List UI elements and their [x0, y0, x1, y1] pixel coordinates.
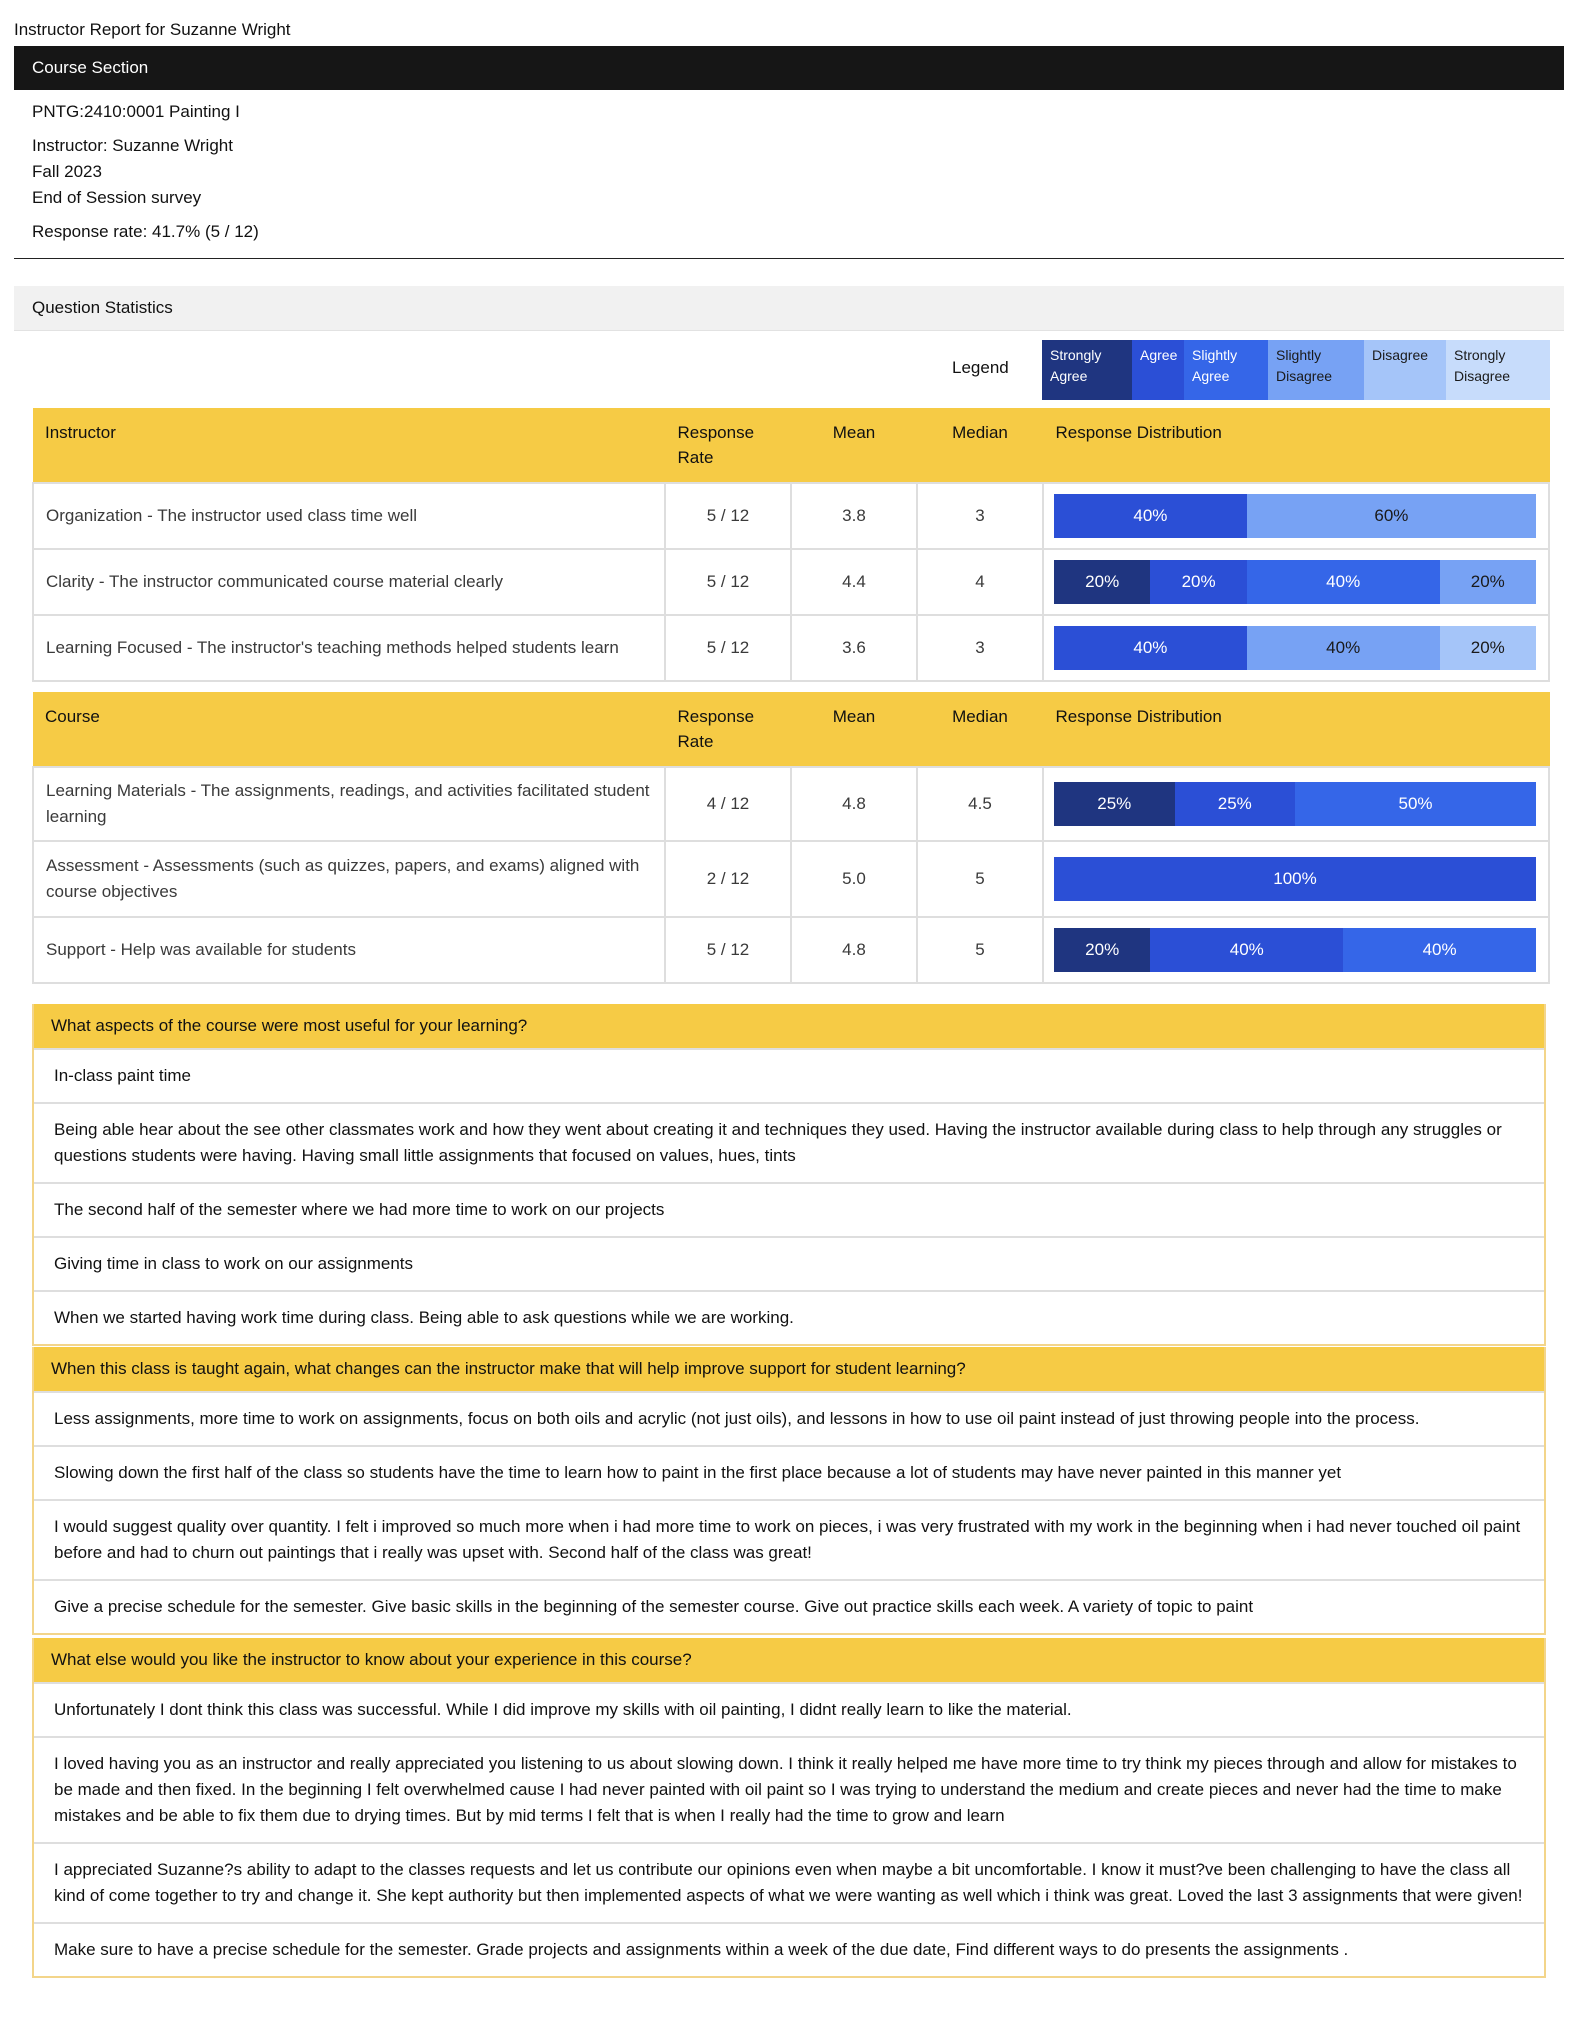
distribution-segment: 25%	[1175, 782, 1296, 826]
question-separator: -	[138, 856, 153, 875]
median-cell: 4	[917, 549, 1043, 615]
mean-header: Mean	[791, 692, 917, 767]
median-cell: 4.5	[917, 767, 1043, 841]
median-cell: 5	[917, 917, 1043, 983]
distribution-segment: 40%	[1247, 626, 1440, 670]
question-text: The instructor's teaching methods helped students learn	[196, 638, 619, 657]
legend	[1042, 340, 1550, 400]
distribution-segment: 20%	[1054, 928, 1150, 972]
distribution-bar	[1054, 928, 1536, 972]
term: Fall 2023	[32, 162, 102, 181]
median-cell: 3	[917, 483, 1043, 549]
distribution-cell	[1043, 615, 1549, 681]
question-text: Assessments (such as quizzes, papers, and exams) aligned with course objectives	[46, 856, 640, 901]
question-statistics-heading: Question Statistics	[32, 298, 173, 317]
response-rate-cell: 5 / 12	[665, 483, 791, 549]
course-stats-table	[32, 692, 1550, 984]
table-row	[33, 615, 1549, 681]
comment-response: I loved having you as an instructor and really appreciated you listening to us about slowing down. I think it really helped me have more time to try think my pieces through and allow for mistakes to be made and then fixed. In the beginning I felt overwhelmed cause I had never painted with oil paint so I was trying to understand the medium and create pieces and never had the time to make mistakes and be able to fix them due to drying times. But by mid terms I felt that is when I really had the time to grow and learn	[34, 1736, 1544, 1842]
distribution-header: Response Distribution	[1043, 692, 1549, 767]
distribution-cell	[1043, 549, 1549, 615]
question-separator: -	[185, 781, 201, 800]
mean-cell: 5.0	[791, 841, 917, 917]
table-row	[33, 767, 1549, 841]
response-rate-cell: 4 / 12	[665, 767, 791, 841]
group-name: Course	[33, 692, 665, 767]
median-header: Median	[917, 692, 1043, 767]
question-cell	[33, 841, 665, 917]
question-cell	[33, 615, 665, 681]
question-separator: -	[142, 506, 158, 525]
question-statistics-header	[14, 286, 1564, 331]
distribution-segment: 40%	[1150, 928, 1343, 972]
question-text: The instructor used class time well	[157, 506, 418, 525]
median-cell: 3	[917, 615, 1043, 681]
question-separator: -	[182, 638, 197, 657]
table-row	[33, 841, 1549, 917]
distribution-cell	[1043, 841, 1549, 917]
question-separator: -	[105, 940, 121, 959]
question-cell	[33, 767, 665, 841]
response-rate-cell: 5 / 12	[665, 917, 791, 983]
comment-response: When we started having work time during class. Being able to ask questions while we are working.	[34, 1290, 1544, 1344]
mean-cell: 3.6	[791, 615, 917, 681]
course-section-heading: Course Section	[32, 58, 149, 77]
instructor-stats-table	[32, 408, 1550, 682]
legend-item: Agree	[1132, 340, 1184, 400]
comment-section-experience	[32, 1638, 1546, 1978]
question-cell	[33, 549, 665, 615]
comment-response: Giving time in class to work on our assignments	[34, 1236, 1544, 1290]
response-rate-cell: 5 / 12	[665, 615, 791, 681]
course-section-header	[14, 46, 1564, 90]
comment-section-improve	[32, 1347, 1546, 1635]
legend-item: Strongly Disagree	[1446, 340, 1550, 400]
distribution-segment: 40%	[1054, 494, 1247, 538]
distribution-header: Response Distribution	[1043, 408, 1549, 483]
comment-question: What aspects of the course were most useful for your learning?	[34, 1004, 1544, 1048]
response-rate-header: Response Rate	[665, 692, 791, 767]
distribution-cell	[1043, 917, 1549, 983]
question-title: Clarity	[46, 572, 95, 591]
comment-response: In-class paint time	[34, 1048, 1544, 1102]
distribution-segment: 50%	[1295, 782, 1536, 826]
distribution-bar	[1054, 857, 1536, 901]
comment-response: Less assignments, more time to work on assignments, focus on both oils and acrylic (not just oils), and lessons in how to use oil paint instead of just throwing people into the process.	[34, 1391, 1544, 1445]
mean-cell: 3.8	[791, 483, 917, 549]
distribution-cell	[1043, 483, 1549, 549]
distribution-segment: 20%	[1054, 560, 1150, 604]
comment-response: Make sure to have a precise schedule for the semester. Grade projects and assignments within a week of the due date, Find different ways to do presents the assignments .	[34, 1922, 1544, 1976]
distribution-segment: 20%	[1440, 560, 1536, 604]
median-header: Median	[917, 408, 1043, 483]
question-text: The assignments, readings, and activities facilitated student learning	[46, 781, 650, 826]
distribution-segment: 100%	[1054, 857, 1536, 901]
question-title: Organization	[46, 506, 143, 525]
divider	[14, 258, 1564, 259]
instructor-name: Instructor: Suzanne Wright	[32, 136, 233, 155]
comment-response: Give a precise schedule for the semester. Give basic skills in the beginning of the semester course. Give out practice skills each week. A variety of topic to paint	[34, 1579, 1544, 1633]
question-title: Support	[46, 940, 106, 959]
question-title: Learning Materials	[46, 781, 186, 800]
question-cell	[33, 483, 665, 549]
comment-response: The second half of the semester where we had more time to work on our projects	[34, 1182, 1544, 1236]
response-rate-header: Response Rate	[665, 408, 791, 483]
question-title: Assessment	[46, 856, 139, 875]
mean-cell: 4.8	[791, 767, 917, 841]
mean-header: Mean	[791, 408, 917, 483]
mean-cell: 4.4	[791, 549, 917, 615]
comment-response: I would suggest quality over quantity. I felt i improved so much more when i had more time to work on pieces, i was very frustrated with my work in the beginning when i had never touched oil paint before and had to churn out paintings that i really was upset with. Second half of the class was great!	[34, 1499, 1544, 1579]
comment-response: Unfortunately I dont think this class was successful. While I did improve my skills with oil painting, I didnt really learn to like the material.	[34, 1682, 1544, 1736]
table-header-row	[33, 692, 1549, 767]
response-rate-cell: 2 / 12	[665, 841, 791, 917]
response-rate: Response rate: 41.7% (5 / 12)	[32, 222, 259, 241]
distribution-segment: 25%	[1054, 782, 1175, 826]
question-text: The instructor communicated course material clearly	[108, 572, 503, 591]
legend-label: Legend	[952, 358, 1009, 377]
table-row	[33, 483, 1549, 549]
distribution-bar	[1054, 782, 1536, 826]
course-name: PNTG:2410:0001 Painting I	[32, 102, 240, 121]
distribution-bar	[1054, 626, 1536, 670]
distribution-bar	[1054, 560, 1536, 604]
comment-response: I appreciated Suzanne?s ability to adapt to the classes requests and let us contribute our opinions even when maybe a bit uncomfortable. I know it must?ve been challenging to have the class all kind of come together to try and change it. She kept authority but then implemented aspects of what we were wanting as well which i think was great. Loved the last 3 assignments that were given!	[34, 1842, 1544, 1922]
question-cell	[33, 917, 665, 983]
mean-cell: 4.8	[791, 917, 917, 983]
question-title: Learning Focused	[46, 638, 183, 657]
comment-section-useful	[32, 1004, 1546, 1346]
distribution-segment: 40%	[1054, 626, 1247, 670]
group-name: Instructor	[33, 408, 665, 483]
comment-question: When this class is taught again, what changes can the instructor make that will help improve support for student learning?	[34, 1347, 1544, 1391]
table-row	[33, 917, 1549, 983]
comment-response: Being able hear about the see other classmates work and how they went about creating it and techniques they used. Having the instructor available during class to help through any struggles or questions students were having. Having small little assignments that focused on values, hues, tints	[34, 1102, 1544, 1182]
legend-item: Slightly Agree	[1184, 340, 1268, 400]
distribution-segment: 20%	[1150, 560, 1246, 604]
distribution-segment: 40%	[1343, 928, 1536, 972]
table-row	[33, 549, 1549, 615]
comment-question: What else would you like the instructor to know about your experience in this course?	[34, 1638, 1544, 1682]
question-separator: -	[94, 572, 109, 591]
response-rate-cell: 5 / 12	[665, 549, 791, 615]
comment-response: Slowing down the first half of the class so students have the time to learn how to paint in the first place because a lot of students may have never painted in this manner yet	[34, 1445, 1544, 1499]
survey-name: End of Session survey	[32, 188, 202, 207]
legend-item: Disagree	[1364, 340, 1446, 400]
distribution-segment: 40%	[1247, 560, 1440, 604]
distribution-cell	[1043, 767, 1549, 841]
distribution-bar	[1054, 494, 1536, 538]
question-text: Help was available for students	[120, 940, 356, 959]
legend-item: Strongly Agree	[1042, 340, 1132, 400]
distribution-segment: 60%	[1247, 494, 1536, 538]
distribution-segment: 20%	[1440, 626, 1536, 670]
table-header-row	[33, 408, 1549, 483]
report-title: Instructor Report for Suzanne Wright	[14, 20, 291, 39]
legend-item: Slightly Disagree	[1268, 340, 1364, 400]
median-cell: 5	[917, 841, 1043, 917]
